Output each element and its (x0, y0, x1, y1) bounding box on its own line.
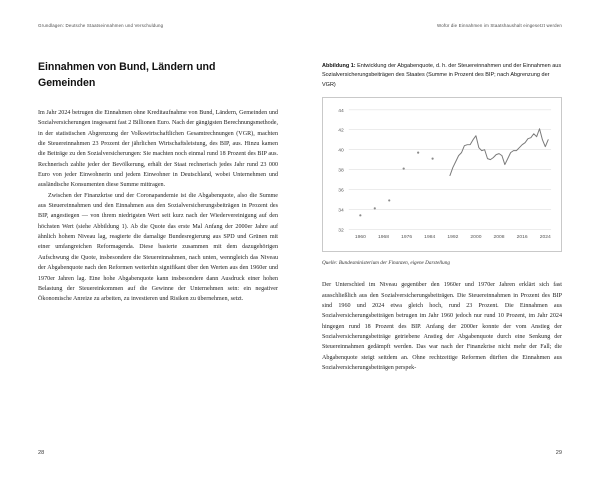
paragraph: Der Unterschied im Niveau gegenüber den 1960er und 1970er Jahren erklärt sich fast ausschließlich aus den Sozialversicherungsbeiträgen. Die Steuereinnahmen in Prozent des BIP sind 1960 und 2024 etwa gleich hoch, rund 23 Prozent. Die Einnahmen aus Sozialversicherungsbeiträgen betrugen im Jahr 1960 jedoch nur rund 10 Prozent, im Jahr 2024 hingegen rund 18 Prozent des BIP. Anfang der 2000er konnte der vom Anstieg der Sozialversicherungsbeiträge getriebene Anstieg der Abgabenquote durch eine Senkung der Steuereinnahmen gedämpft werden. Das war nach der Finanzkrise nicht mehr der Fall; die Abgabenquote steigt seitdem an. Ohne rechtzeitige Reformen dürften die Einnahmen aus Sozialversicherungsbeiträgen perspek- (322, 282, 562, 371)
series-point (432, 158, 434, 160)
abgabenquote-line-chart (323, 98, 561, 251)
y-tick-label: 36 (338, 188, 344, 194)
right-body-text (322, 280, 562, 373)
figure-caption-label: Abbildung 1: (322, 63, 356, 69)
page-title: Einnahmen von Bund, Ländern und Gemeinden (38, 61, 216, 89)
series-line (450, 129, 548, 176)
figure-caption (322, 62, 562, 90)
y-tick-label: 44 (338, 109, 344, 115)
page-number-right: 29 (555, 450, 562, 456)
figure-chart (322, 97, 562, 252)
series-point (417, 152, 419, 154)
series-point (359, 214, 361, 216)
x-tick-label: 1960 (354, 235, 366, 241)
series-point (403, 168, 405, 170)
y-tick-label: 40 (338, 148, 344, 154)
left-body-text (38, 108, 278, 305)
x-tick-label: 2024 (539, 235, 551, 241)
y-tick-label: 38 (338, 168, 344, 174)
paragraph: Zwischen der Finanzkrise und der Coronapandemie ist die Abgabenquote, also die Summe aus Steuereinnahmen und den Einnahmen aus den Sozialversicherungsbeiträgen in Prozent des BIP, angestiegen — von ihrem niedrigsten Wert seit kurz nach der Wiedervereinigung auf den höchsten Wert (siehe Abbildung 1). Ab die Quote das erste Mal Anfang der 2000er Jahre auf ähnlich hohem Niveau lag, reagierte die damalige Bundesregierung aus SPD und Grünen mit einer umfangreichen Reformagenda. Diese basierte zusammen mit dem dazugehörigen Aufschwung die Quote, insbesondere die Steuereinnahmen, nach unten, wenngleich das Niveau der Abgabenquote nach den Reformen weiterhin signifikant über den Werten aus den 1960er und 1970er Jahren lag. Eine hohe Abgabenquote kann insbesondere dann Ausdruck einer hohen Belastung der Steuereinkommen auf die Gewinne der Unternehmen sein: ein negativer Ökonomische Anreize zu arbeiten, zu investieren und Risiken zu übernehmen, setzt. (38, 192, 278, 303)
paragraph: Im Jahr 2024 betrugen die Einnahmen ohne Kreditaufnahme von Bund, Ländern, Gemeinden und Sozialversicherungen insgesamt fast 2 Billionen Euro. Nach der gängigsten Berechnungsmethode, in der statistischen Abgrenzung der Volkswirtschaftlichen Gesamtrechnungen (VGR), machten die Steuereinnahmen 23 Prozent der jährlichen Wirtschaftsleistung, des BIP, aus. Hinzu kamen die Beiträge zu den Sozialversicherungen: Sie machten noch einmal rund 18 Prozent des BIP aus. Rechnerisch zahlte jeder der Bevölkerung, erhält der Staat rechnerisch jedes Jahr rund 23 000 Euro von jeder Einwohnerin und jedem Einwohner in Deutschland, wobei Unternehmen und ausländische Konsumenten diese Summe mittragen. (38, 110, 278, 189)
x-tick-label: 2000 (470, 235, 482, 241)
series-point (388, 200, 390, 202)
running-head-right: Wofür die Einnahmen im Staatshaushalt eingesetzt werden (436, 23, 562, 28)
running-head-left: Grundlagen: Deutsche Staatseinnahmen und Verschuldung (38, 23, 164, 28)
right-page (300, 0, 600, 480)
x-tick-label: 1984 (424, 235, 436, 241)
y-tick-label: 42 (338, 128, 344, 134)
x-tick-label: 1976 (401, 235, 413, 241)
y-tick-label: 34 (338, 208, 344, 214)
page-number-left: 28 (38, 450, 45, 456)
x-tick-label: 2008 (493, 235, 505, 241)
x-tick-label: 1968 (377, 235, 389, 241)
figure-source: Quelle: Bundesministerium der Finanzen, eigene Darstellung (322, 260, 450, 267)
y-tick-label: 32 (338, 228, 344, 234)
figure-caption-text: Entwicklung der Abgabenquote, d. h. der Steuereinnahmen und der Einnahmen aus Sozialversicherungsbeiträgen des Staates (Summe in Prozent des BIP; nach Abgrenzung der VGR) (322, 63, 562, 88)
x-tick-label: 1992 (447, 235, 459, 241)
series-point (374, 208, 376, 210)
x-tick-label: 2016 (516, 235, 528, 241)
